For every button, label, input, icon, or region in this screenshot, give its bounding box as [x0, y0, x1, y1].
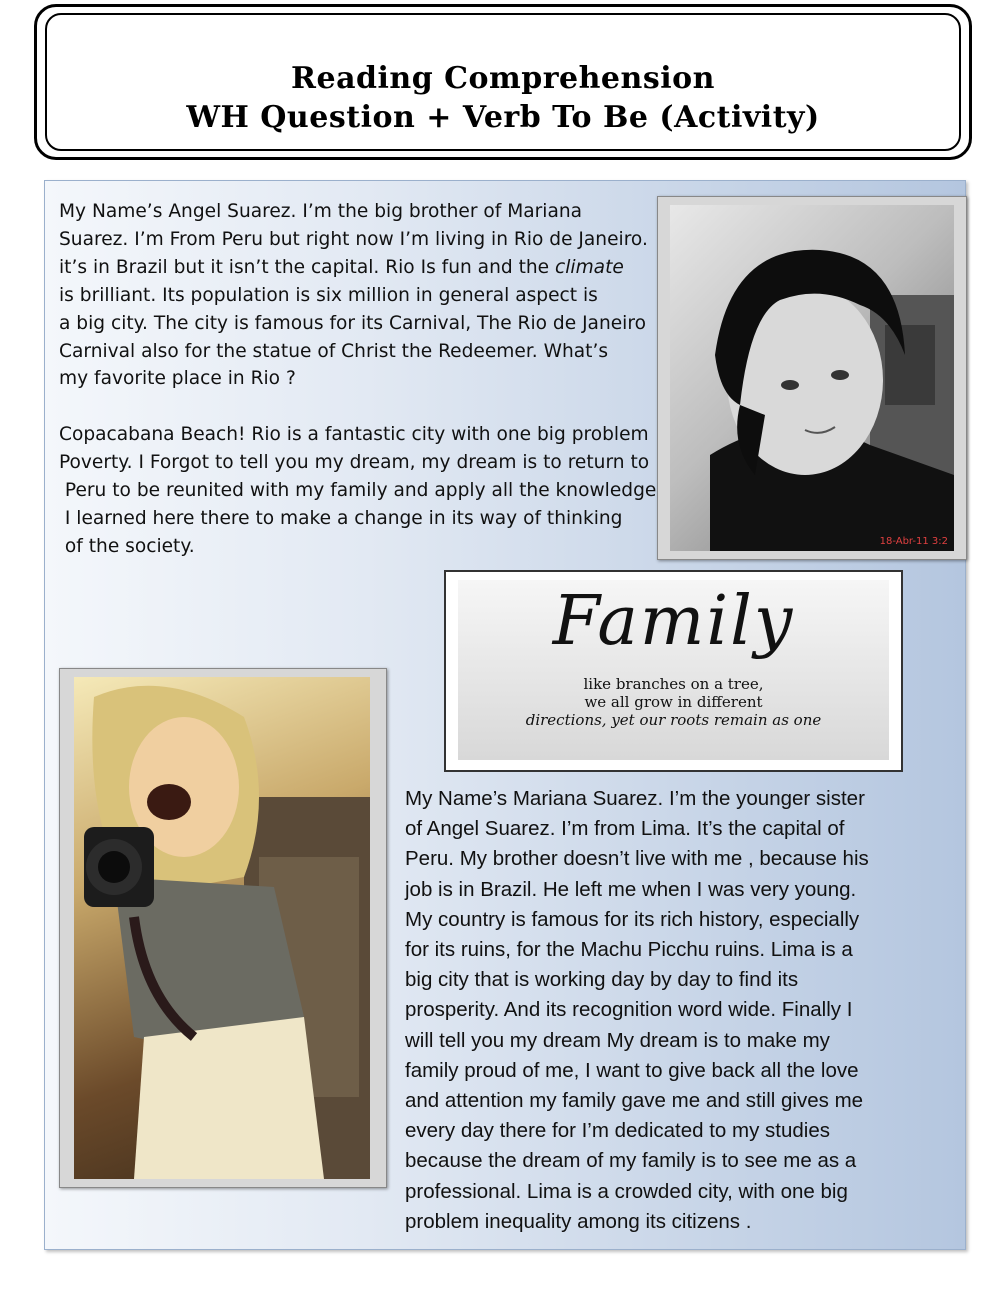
title-line-1: Reading Comprehension: [291, 61, 715, 96]
mariana-line: My Name’s Mariana Suarez. I’m the younger sister: [405, 787, 865, 810]
angel-line: Copacabana Beach! Rio is a fantastic city with one big problem: [59, 424, 649, 446]
angel-line: of the society.: [59, 535, 195, 557]
angel-line: Poverty. I Forgot to tell you my dream, my dream is to return to: [59, 452, 650, 474]
angel-line: Peru to be reunited with my family and apply all the knowledge: [59, 480, 657, 502]
angel-line: is brilliant. Its population is six million in general aspect is: [59, 284, 598, 306]
family-quote-image: [444, 570, 903, 772]
mariana-photo-image: [74, 677, 370, 1179]
mariana-photo-frame: [59, 668, 387, 1188]
mariana-line: big city that is working day by day to find its: [405, 968, 799, 992]
angel-line: my favorite place in Rio ?: [59, 368, 296, 390]
mariana-line: problem inequality among its citizens .: [405, 1209, 752, 1233]
angel-line-text: it’s in Brazil but it isn’t the capital. Rio Is fun and the: [59, 256, 556, 278]
mariana-line: job is in Brazil. He left me when I was very young.: [405, 877, 857, 901]
angel-line: Suarez. I’m From Peru but right now I’m living in Rio de Janeiro.: [59, 228, 648, 250]
climate-word: climate: [555, 256, 624, 278]
angel-line: I learned here there to make a change in its way of thinking: [59, 507, 623, 529]
family-quote-line-1: like branches on a tree,: [583, 675, 764, 693]
angel-paragraph: [59, 198, 659, 561]
mariana-line: for its ruins, for the Machu Picchu ruins. Lima is a: [405, 938, 853, 962]
mariana-line: of Angel Suarez. I’m from Lima. It’s the capital of: [405, 817, 845, 841]
family-quote-background: [458, 580, 889, 760]
title-box: [34, 4, 972, 160]
angel-line: My Name’s Angel Suarez. I’m the big brother of Mariana: [59, 201, 583, 222]
family-quote-line-3: directions, yet our roots remain as one: [525, 711, 822, 729]
mariana-line: Peru. My brother doesn’t live with me , because his: [405, 847, 869, 871]
angel-photo-frame: [657, 196, 967, 560]
family-word: Family: [552, 582, 795, 661]
mariana-photo: [74, 677, 370, 1179]
mariana-paragraph: [405, 784, 935, 1237]
angel-line: Carnival also for the statue of Christ the Redeemer. What’s: [59, 340, 609, 362]
mariana-line: every day there for I’m dedicated to my studies: [405, 1119, 831, 1143]
angel-photo-image: [670, 205, 954, 551]
angel-line: a big city. The city is famous for its Carnival, The Rio de Janeiro: [59, 312, 646, 334]
photo-date-stamp: 18-Abr-11 3:2: [879, 536, 948, 547]
mariana-line: professional. Lima is a crowded city, with one big: [405, 1179, 848, 1203]
mariana-line: and attention my family gave me and still gives me: [405, 1089, 864, 1113]
angel-photo: [670, 205, 954, 551]
paragraph-gap: [59, 393, 659, 421]
mariana-line: My country is famous for its rich history, especially: [405, 907, 860, 931]
mariana-line: because the dream of my family is to see me as a: [405, 1149, 857, 1173]
mariana-line: will tell you my dream My dream is to make my: [405, 1028, 830, 1052]
mariana-line: family proud of me, I want to give back all the love: [405, 1058, 859, 1082]
title-line-2: WH Question + Verb To Be (Activity): [186, 100, 820, 135]
mariana-line: prosperity. And its recognition word wide. Finally I: [405, 998, 853, 1022]
family-quote-line-2: we all grow in different: [584, 693, 763, 711]
angel-line: [59, 254, 659, 282]
